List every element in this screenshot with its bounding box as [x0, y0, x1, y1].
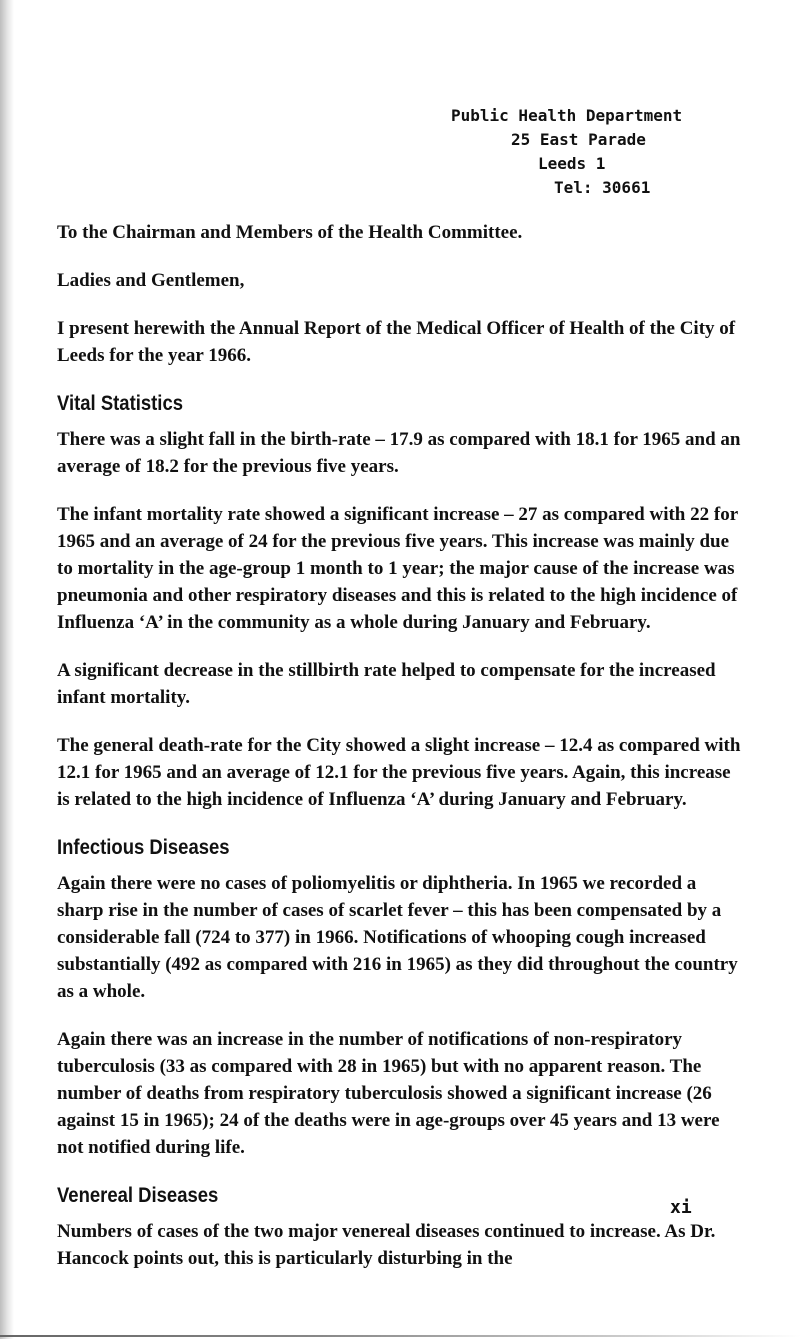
page-edge-rule	[0, 1335, 801, 1337]
section-heading: Infectious Diseases	[57, 836, 230, 859]
paragraph: Again there was an increase in the number of notifications of non-respiratory tuberculosis (33 as compared with 28 in 1965) but with no apparent reason. The number of deaths from respiratory tuberculosis showed a significant increase (26 against 15 in 1965); 24 of the deaths were in age-groups over 45 years and 13 were not notified during life.	[57, 1029, 720, 1158]
paragraph: The general death-rate for the City showed a slight increase – 12.4 as compared with 12.1 for 1965 and an average of 12.1 for the previous five years. Again, this increase is related to the high incidence of Influenza ‘A’ during January and February.	[57, 735, 741, 810]
address-line: Leeds 1	[538, 154, 606, 173]
letter-body	[57, 219, 744, 1293]
paragraph: There was a slight fall in the birth-rate – 17.9 as compared with 18.1 for 1965 and an average of 18.2 for the previous five years.	[57, 429, 741, 477]
section-heading: Vital Statistics	[57, 392, 184, 415]
addressee: To the Chairman and Members of the Health Committee.	[57, 222, 523, 243]
address-line: 25 East Parade	[511, 130, 646, 149]
paragraph: Again there were no cases of poliomyelitis or diphtheria. In 1965 we recorded a sharp rise in the number of cases of scarlet fever – this has been compensated by a considerable fall (724 to 377) in 1966. Notifications of whooping cough increased substantially (492 as compared with 216 in 1965) as they did throughout the country as a whole.	[57, 873, 738, 1002]
intro-paragraph: I present herewith the Annual Report of the Medical Officer of Health of the City of Leeds for the year 1966.	[57, 318, 736, 366]
section-heading: Venereal Diseases	[57, 1184, 219, 1207]
paragraph: The infant mortality rate showed a significant increase – 27 as compared with 22 for 1965 and an average of 24 for the previous five years. This increase was mainly due to mortality in the age-group 1 month to 1 year; the major cause of the increase was pneumonia and other respiratory diseases and this is related to the high incidence of Influenza ‘A’ in the community as a whole during January and February.	[57, 504, 738, 633]
paragraph: A significant decrease in the stillbirth rate helped to compensate for the increased infant mortality.	[57, 660, 716, 708]
page-number: xi	[670, 1197, 692, 1218]
binding-shadow	[0, 0, 14, 1339]
address-line: Tel: 30661	[554, 178, 651, 197]
address-line: Public Health Department	[451, 106, 683, 125]
salutation: Ladies and Gentlemen,	[57, 270, 245, 291]
sender-address	[451, 104, 682, 200]
paragraph: Numbers of cases of the two major venereal diseases continued to increase. As Dr. Hancock points out, this is particularly disturbing in the	[57, 1221, 716, 1269]
